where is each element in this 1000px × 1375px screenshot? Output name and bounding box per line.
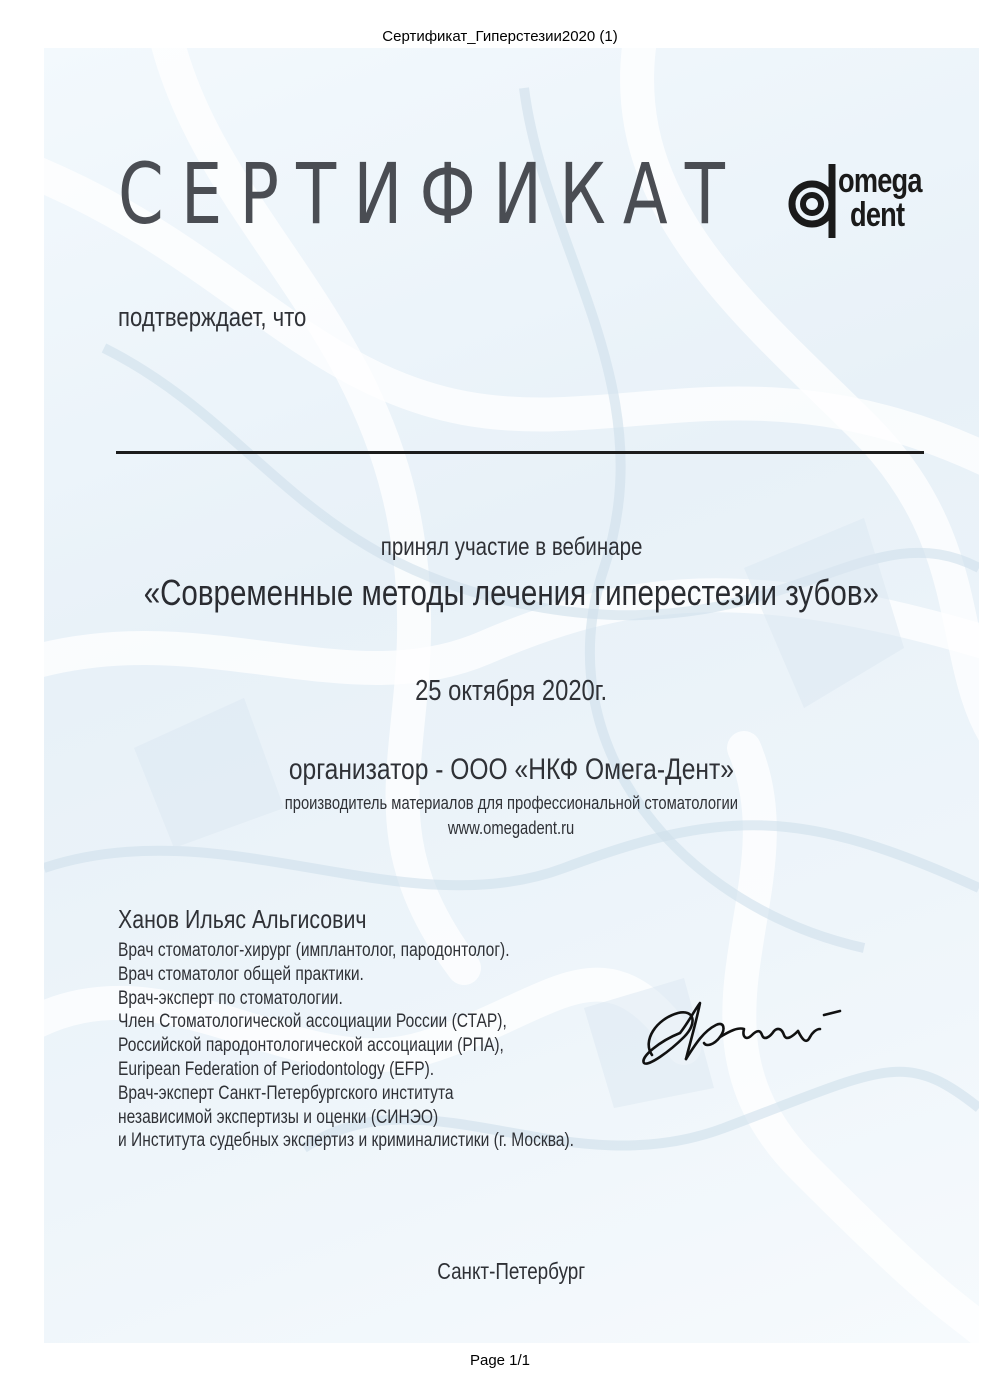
webinar-title-label: «Современные методы лечения гиперестезии зубов» [143,572,880,613]
credential-line: и Института судебных экспертиз и криминалистики (г. Москва). [118,1130,574,1152]
omega-dent-logo-mark-icon [788,158,840,244]
speaker-credentials [118,939,674,1153]
omega-dent-logo [788,158,928,248]
website-link[interactable] [44,818,979,839]
event-date-label: 25 октября 2020г. [415,675,608,707]
credential-line: Euripean Federation of Periodontology (EFP). [118,1058,435,1080]
speaker-name: Ханов Ильяс Альгисович [118,904,367,934]
organizer-text-label: организатор - ООО «НКФ Омега-Дент» [288,753,735,786]
credential-line: Член Стоматологической ассоциации России (СТАР), [118,1011,507,1033]
confirm-text: подтверждает, что [118,302,307,332]
page-number: Page 1/1 [469,1352,531,1369]
producer-text [44,793,979,814]
credential-line: Врач стоматолог общей практики. [118,963,364,985]
credential-line: Врач стоматолог-хирург (имплантолог, пародонтолог). [118,940,510,961]
event-date [44,675,979,708]
logo-word-dent: dent [850,196,905,234]
producer-text-label: производитель материалов для профессиональной стоматологии [284,793,739,813]
document-header-title: Сертификат_Гиперстезии2020 (1) [382,28,618,45]
logo-word-omega: omega [838,162,922,200]
credential-line: Российской пародонтологической ассоциации (РПА), [118,1035,504,1057]
handwritten-signature [634,993,844,1083]
city [44,1258,979,1285]
webinar-title [44,572,979,614]
certificate-title: СЕРТИФИКАТ [118,145,743,243]
credential-line: независимой экспертизы и оценки (СИНЭО) [118,1106,439,1128]
participated-text-label: принял участие в вебинаре [380,533,643,561]
credential-line: Врач-эксперт Санкт-Петербургского института [118,1082,454,1104]
city-label: Санкт-Петербург [437,1258,586,1284]
recipient-name-line [116,451,924,454]
certificate-sheet [44,48,979,1343]
organizer-text [44,753,979,787]
speaker-block [118,904,674,1153]
credential-line: Врач-эксперт по стоматологии. [118,987,343,1009]
website-link-label[interactable]: www.omegadent.ru [448,818,575,838]
participated-text [44,533,979,562]
